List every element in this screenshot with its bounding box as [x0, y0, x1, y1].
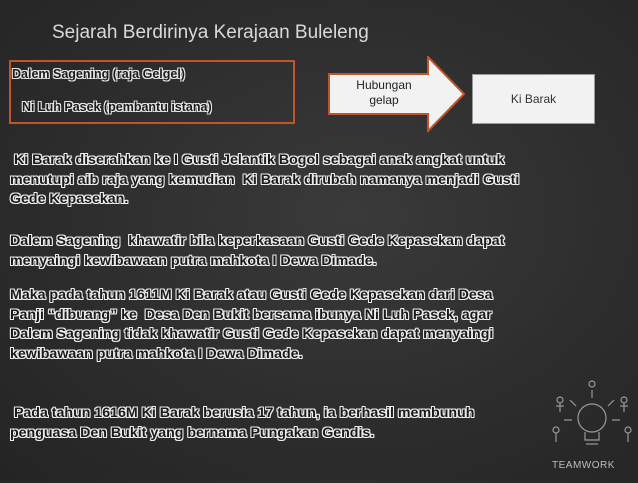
paragraph-2: [10, 232, 610, 271]
arrow-label: [328, 78, 440, 108]
slide-title: Sejarah Berdirinya Kerajaan Buleleng: [52, 22, 369, 43]
p3-line-1: Maka pada tahun 1611M Ki Barak atau Gusti Gede Kepasekan dari Desa: [10, 287, 493, 303]
p2-line-1: Dalem Sagening khawatir bila keperkasaan Gusti Gede Kepasekan dapat: [10, 233, 505, 249]
p3-line-2: Panji “dibuang” ke Desa Den Bukit bersama ibunya Ni Luh Pasek, agar: [10, 306, 492, 323]
arrow-label-line-2: gelap: [369, 93, 399, 107]
teamwork-label: TEAMWORK: [552, 460, 615, 471]
p4-line-1: Pada tahun 1616M Ki Barak berusia 17 tahun, ia berhasil membunuh: [10, 405, 475, 421]
p1-line-1: Ki Barak diserahkan ke I Gusti Jelantik Bogol sebagai anak angkat untuk: [10, 152, 505, 168]
relationship-arrow: [328, 56, 466, 132]
child-box: Ki Barak: [472, 74, 595, 124]
p1-line-3: Gede Kepasekan.: [10, 191, 129, 207]
paragraph-3: [10, 286, 610, 364]
p3-line-4: kewibawaan putra mahkota I Dewa Dimade.: [10, 345, 303, 362]
p4-line-2: penguasa Den Bukit yang bernama Pungakan Gendis.: [10, 424, 375, 441]
paragraph-4: [10, 404, 610, 443]
p3-line-3: Dalem Sagening tidak khawatir Gusti Gede Kepasekan dapat menyaingi: [10, 326, 494, 342]
arrow-label-line-1: Hubungan: [356, 78, 412, 92]
p2-line-2: menyaingi kewibawaan putra mahkota I Dewa Dimade.: [10, 252, 377, 269]
p1-line-2: menutupi aib raja yang kemudian Ki Barak dirubah namanya menjadi Gusti: [10, 171, 520, 188]
parent-line-1: Dalem Sagening (raja Gelgel): [12, 67, 185, 81]
paragraph-1: [10, 151, 610, 210]
parent-line-2: Ni Luh Pasek (pembantu istana): [22, 100, 212, 114]
